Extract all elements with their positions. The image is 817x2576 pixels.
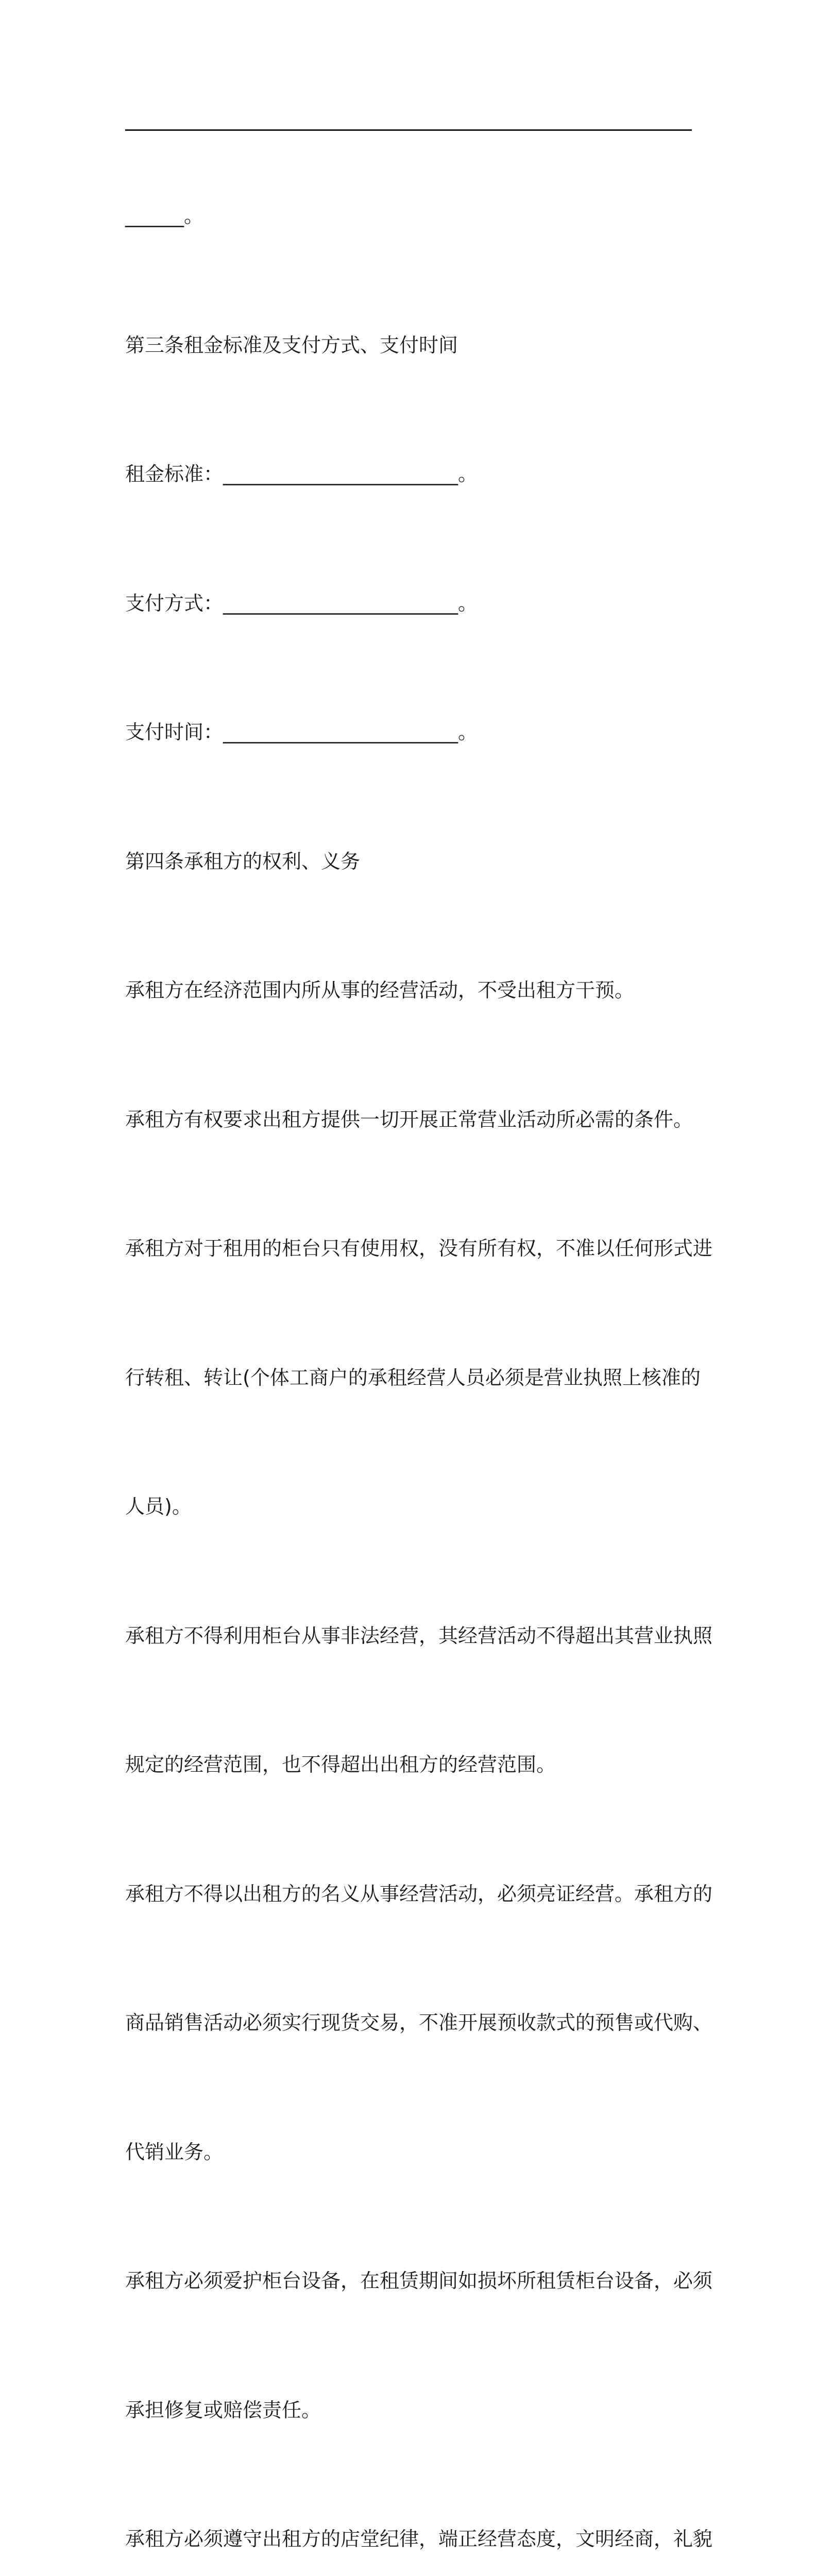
text-line: ______。 (125, 205, 204, 227)
text-line: 商品销售活动必须实行现货交易，不准开展预收款式的预售或代购、 (125, 2011, 713, 2034)
text-line: 规定的经营范围，也不得超出出租方的经营范围。 (125, 1753, 556, 1776)
text-line: 承担修复或赔偿责任。 (125, 2398, 321, 2421)
text-line: 承租方不得以出租方的名义从事经营活动，必须亮证经营。承租方的 (125, 1882, 713, 1905)
text-line: 人员)。 (125, 1495, 192, 1518)
text-line: 承租方对于租用的柜台只有使用权，没有所有权，不准以任何形式进 (125, 1237, 713, 1260)
text-line: 承租方必须遵守出租方的店堂纪律，端正经营态度，文明经商，礼貌 (125, 2528, 713, 2550)
document-body (125, 109, 713, 2576)
text-line: 支付方式：________________________。 (125, 591, 478, 615)
text-line: 代销业务。 (125, 2140, 224, 2163)
text-line: 支付时间：________________________。 (125, 721, 478, 743)
text-line: 租金标准：________________________。 (125, 463, 478, 485)
text-line: 承租方必须爱护柜台设备，在租赁期间如损坏所租赁柜台设备，必须 (125, 2269, 713, 2292)
text-line: 承租方有权要求出租方提供一切开展正常营业活动所必需的条件。 (125, 1108, 693, 1131)
section-heading: 第四条承租方的权利、义务 (125, 850, 361, 873)
text-line: 承租方在经济范围内所从事的经营活动，不受出租方干预。 (125, 979, 635, 1002)
text-line: 行转租、转让(个体工商户的承租经营人员必须是营业执照上核准的 (125, 1366, 701, 1389)
section-heading: 第三条租金标准及支付方式、支付时间 (125, 333, 458, 357)
text-line: 承租方不得利用柜台从事非法经营，其经营活动不得超出其营业执照 (125, 1624, 713, 1647)
